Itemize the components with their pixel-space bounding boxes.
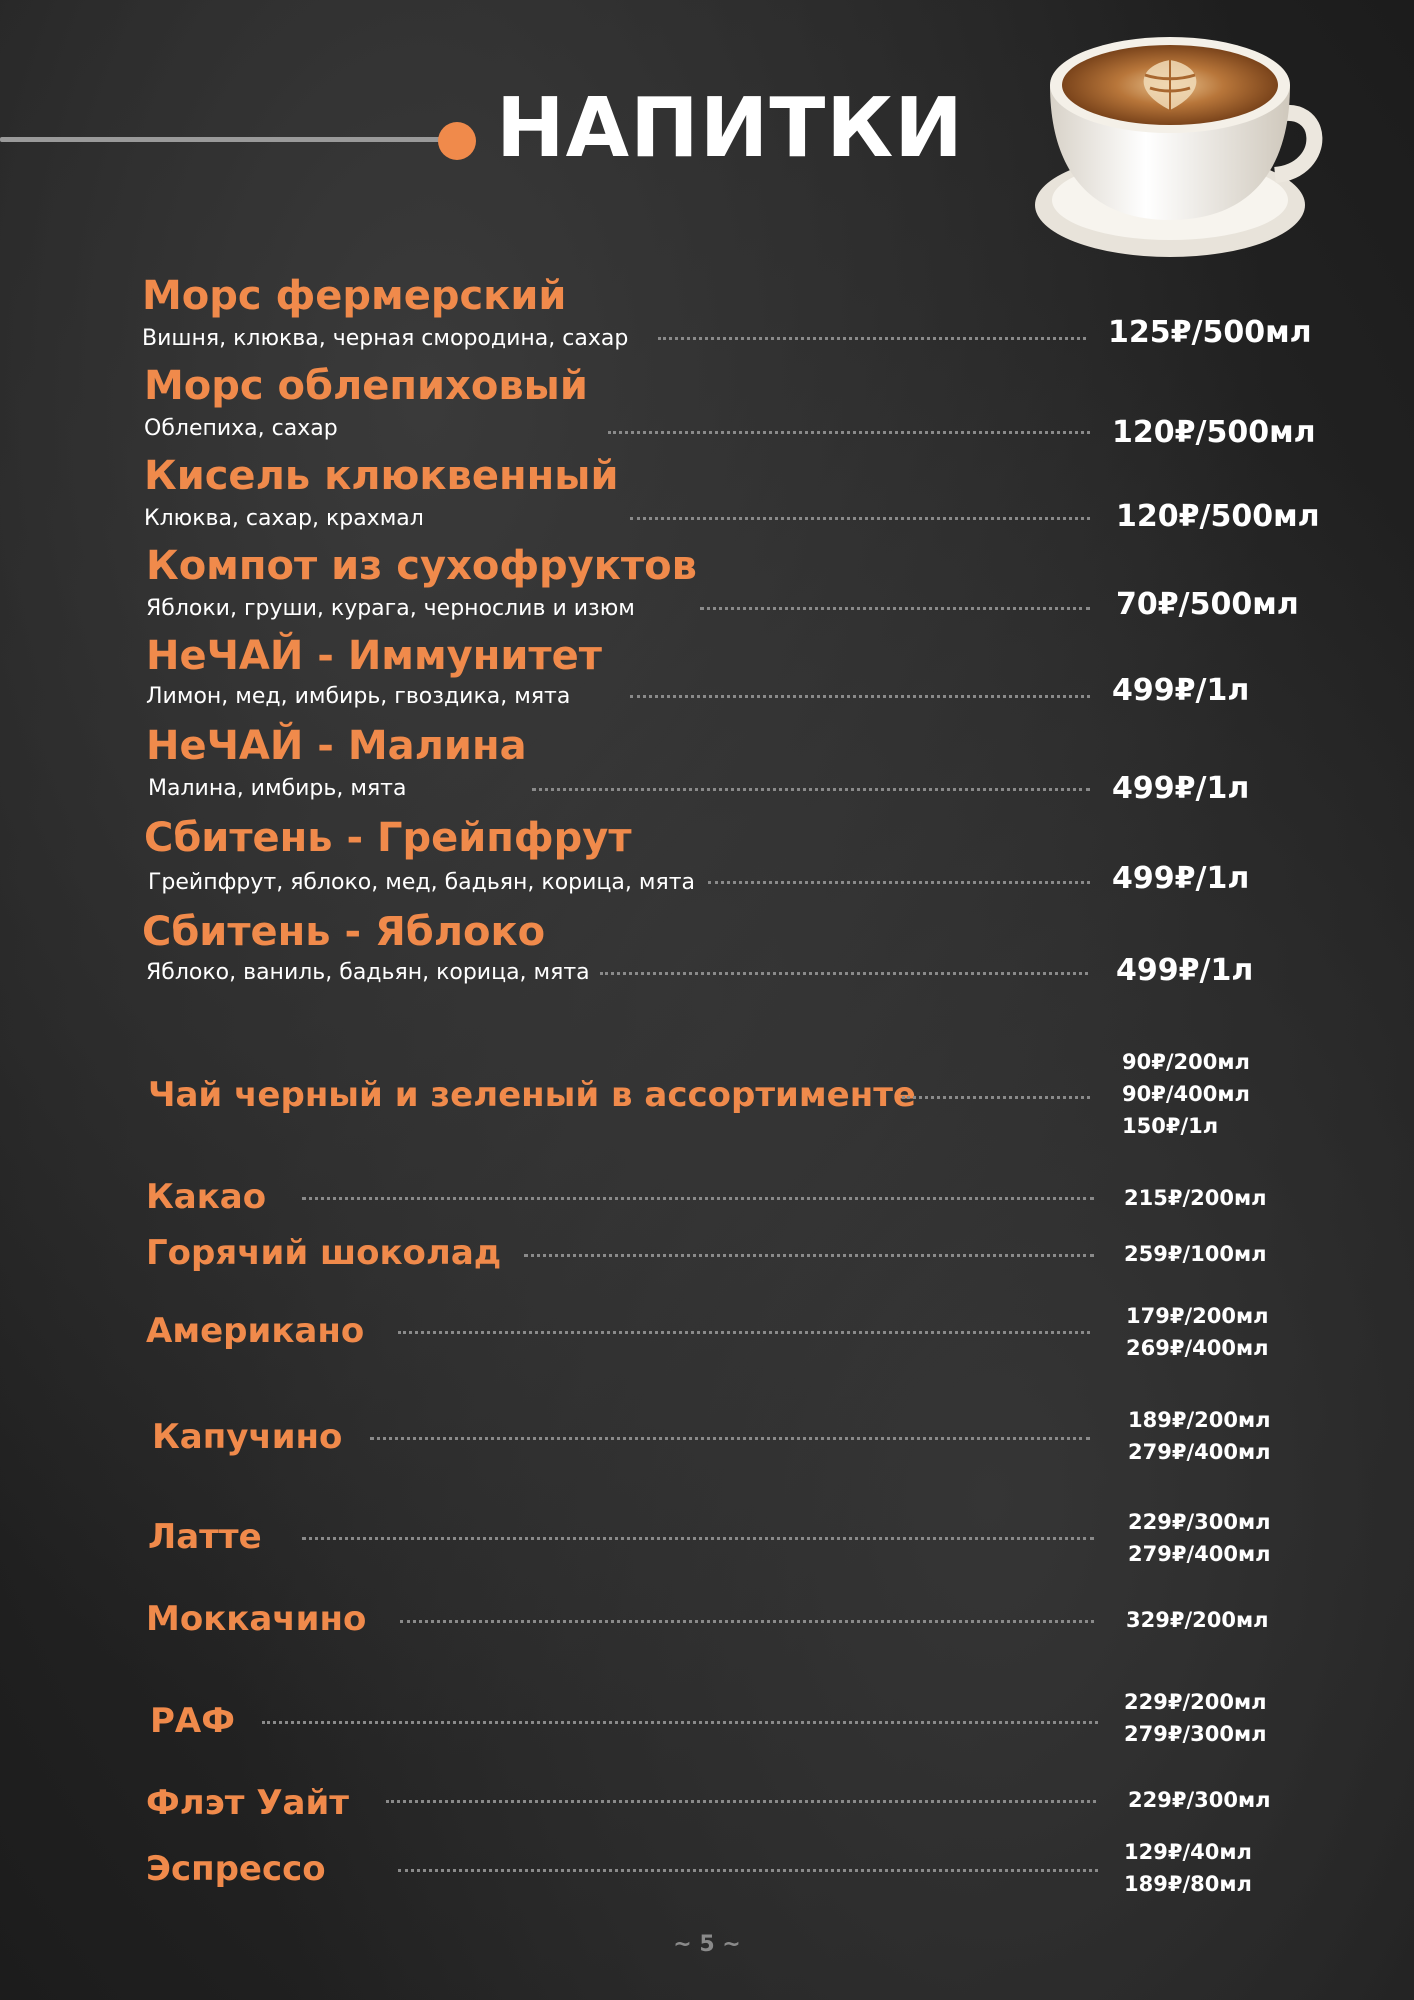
item-name: НеЧАЙ - Иммунитет — [146, 633, 602, 679]
item-price: 499₽/1л — [1112, 673, 1250, 708]
page-title: НАПИТКИ — [496, 81, 964, 176]
item-price-list — [1124, 1238, 1267, 1270]
item-name: Флэт Уайт — [146, 1783, 350, 1823]
leader-dots — [630, 517, 1090, 520]
item-price: 279₽/400мл — [1128, 1542, 1271, 1566]
leader-dots — [386, 1800, 1096, 1803]
item-price: 229₽/200мл — [1124, 1690, 1267, 1714]
item-price: 70₽/500мл — [1116, 587, 1299, 622]
item-price-list — [1128, 1506, 1271, 1570]
item-price-list — [1122, 1046, 1250, 1142]
page-number: ~ 5 ~ — [673, 1932, 741, 1957]
item-price: 129₽/40мл — [1124, 1840, 1252, 1864]
item-price: 259₽/100мл — [1124, 1242, 1267, 1266]
leader-dots — [902, 1096, 1090, 1099]
item-name: Сбитень - Яблоко — [142, 909, 546, 955]
item-name: РАФ — [150, 1701, 235, 1741]
item-price: 120₽/500мл — [1116, 499, 1320, 534]
item-description: Малина, имбирь, мята — [148, 776, 407, 801]
leader-dots — [608, 431, 1090, 434]
item-description: Клюква, сахар, крахмал — [144, 506, 424, 531]
leader-dots — [398, 1869, 1098, 1872]
item-price-list — [1124, 1182, 1267, 1214]
leader-dots — [398, 1331, 1090, 1334]
item-description: Грейпфрут, яблоко, мед, бадьян, корица, мята — [148, 870, 695, 895]
leader-dots — [708, 881, 1090, 884]
leader-dots — [370, 1437, 1090, 1440]
header-dot — [438, 122, 476, 160]
item-description: Яблоки, груши, курага, чернослив и изюм — [146, 596, 635, 621]
item-price: 279₽/400мл — [1128, 1440, 1271, 1464]
item-name: Горячий шоколад — [146, 1233, 502, 1273]
item-description: Яблоко, ваниль, бадьян, корица, мята — [146, 960, 590, 985]
item-name: Сбитень - Грейпфрут — [144, 815, 632, 861]
item-name: Какао — [146, 1177, 267, 1217]
leader-dots — [630, 695, 1090, 698]
item-price: 90₽/400мл — [1122, 1082, 1250, 1106]
item-price-list — [1124, 1836, 1252, 1900]
leader-dots — [600, 972, 1088, 975]
item-price: 189₽/80мл — [1124, 1872, 1252, 1896]
cappuccino-cup-icon — [1020, 20, 1340, 265]
item-price-list — [1124, 1686, 1267, 1750]
item-price-list — [1126, 1300, 1269, 1364]
item-price: 215₽/200мл — [1124, 1186, 1267, 1210]
item-name: Эспрессо — [146, 1849, 326, 1889]
item-price: 189₽/200мл — [1128, 1408, 1271, 1432]
leader-dots — [262, 1721, 1098, 1724]
item-price: 229₽/300мл — [1128, 1510, 1271, 1534]
item-price: 499₽/1л — [1116, 953, 1254, 988]
item-name: Моккачино — [146, 1599, 367, 1639]
item-price: 120₽/500мл — [1112, 415, 1316, 450]
item-name: Латте — [148, 1517, 262, 1557]
item-name: Кисель клюквенный — [144, 453, 619, 499]
item-price: 329₽/200мл — [1126, 1608, 1269, 1632]
item-name: Компот из сухофруктов — [146, 543, 697, 589]
item-price: 229₽/300мл — [1128, 1788, 1271, 1812]
item-price-list — [1128, 1404, 1271, 1468]
item-name: Американо — [146, 1311, 365, 1351]
item-price: 499₽/1л — [1112, 771, 1250, 806]
leader-dots — [532, 788, 1090, 791]
item-price: 90₽/200мл — [1122, 1050, 1250, 1074]
leader-dots — [658, 337, 1086, 340]
item-price: 179₽/200мл — [1126, 1304, 1269, 1328]
leader-dots — [700, 607, 1090, 610]
header-rule — [0, 137, 445, 142]
item-name: Морс облепиховый — [144, 363, 588, 409]
item-price-list — [1126, 1604, 1269, 1636]
item-name: Чай черный и зеленый в ассортименте — [148, 1075, 916, 1115]
leader-dots — [302, 1197, 1094, 1200]
item-price: 499₽/1л — [1112, 861, 1250, 896]
item-price: 279₽/300мл — [1124, 1722, 1267, 1746]
item-name: НеЧАЙ - Малина — [146, 723, 527, 769]
item-description: Вишня, клюква, черная смородина, сахар — [142, 326, 629, 351]
item-price-list — [1128, 1784, 1271, 1816]
leader-dots — [524, 1254, 1094, 1257]
item-price: 125₽/500мл — [1108, 315, 1312, 350]
item-price: 150₽/1л — [1122, 1114, 1219, 1138]
item-name: Морс фермерский — [142, 273, 567, 319]
item-description: Облепиха, сахар — [144, 416, 338, 441]
item-name: Капучино — [152, 1417, 343, 1457]
leader-dots — [302, 1537, 1094, 1540]
item-description: Лимон, мед, имбирь, гвоздика, мята — [146, 684, 571, 709]
item-price: 269₽/400мл — [1126, 1336, 1269, 1360]
leader-dots — [400, 1620, 1094, 1623]
